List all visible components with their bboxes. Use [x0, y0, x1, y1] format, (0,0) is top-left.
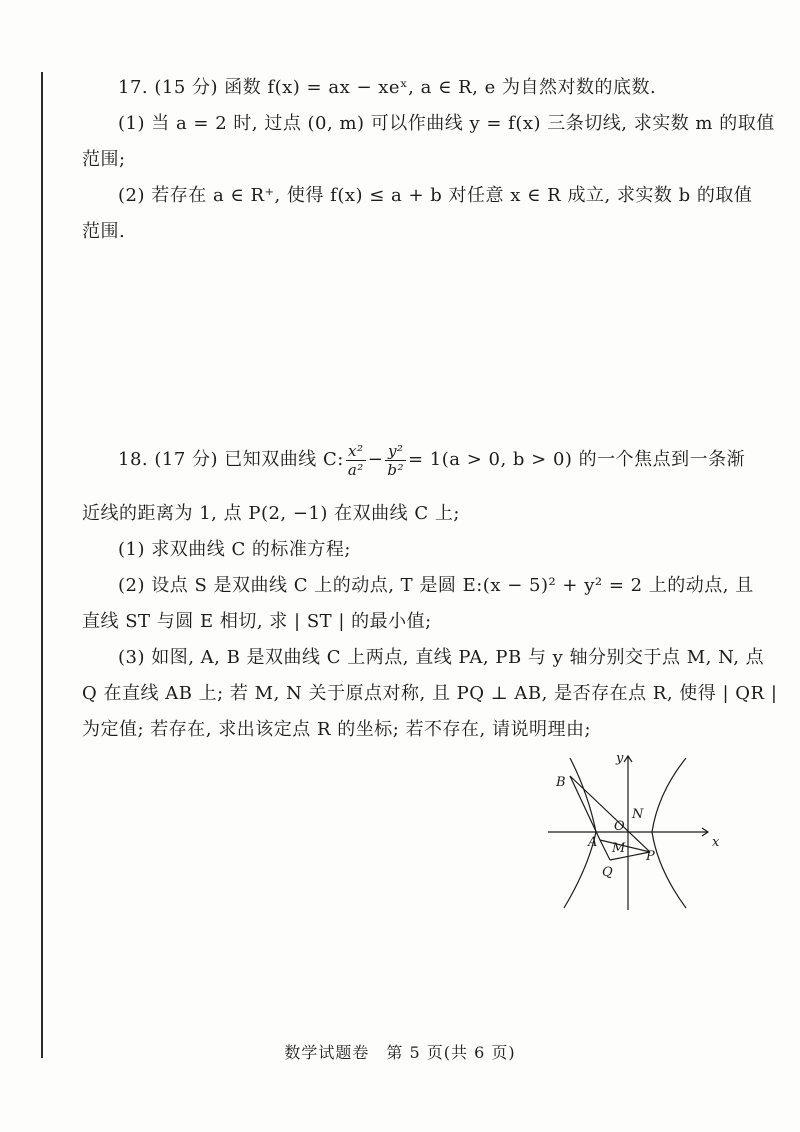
hyperbola-left-branch — [564, 758, 596, 908]
q18-stem-prefix: 18. (17 分) 已知双曲线 C: — [118, 449, 344, 470]
q18-stem-suffix: = 1(a > 0, b > 0) 的一个焦点到一条渐 — [408, 449, 746, 470]
minus-sign: − — [367, 449, 384, 470]
q17-part2-line2: 范围. — [82, 221, 126, 242]
fraction-numerator: y² — [385, 442, 406, 461]
label-O: O — [614, 819, 625, 834]
q17-part1-line1: (1) 当 a = 2 时, 过点 (0, m) 可以作曲线 y = f(x) 三条切线, 求实数 m 的取值 — [118, 113, 775, 134]
label-A: A — [588, 835, 598, 850]
binding-margin-line — [41, 72, 43, 1058]
hyperbola-right-branch — [652, 758, 686, 908]
page-footer: 数学试题卷 第 5 页(共 6 页) — [284, 1043, 516, 1062]
q18-part2-line2: 直线 ST 与圆 E 相切, 求 | ST | 的最小值; — [82, 611, 432, 632]
q18-part3-line2: Q 在直线 AB 上; 若 M, N 关于原点对称, 且 PQ ⊥ AB, 是否存在点 R, 使得 | QR | — [82, 683, 778, 704]
label-M: M — [612, 841, 626, 856]
q18-part3-line3: 为定值; 若存在, 求出该定点 R 的坐标; 若不存在, 请说明理由; — [82, 719, 592, 740]
q17-part2-line1: (2) 若存在 a ∈ R⁺, 使得 f(x) ≤ a + b 对任意 x ∈ R 成立, 求实数 b 的取值 — [118, 185, 753, 206]
hyperbola-figure — [540, 748, 720, 918]
q18-part1: (1) 求双曲线 C 的标准方程; — [118, 539, 351, 560]
label-B: B — [556, 775, 566, 790]
line-AQ — [600, 840, 610, 860]
q17-stem: 17. (15 分) 函数 f(x) = ax − xeˣ, a ∈ R, e 为自然对数的底数. — [118, 77, 657, 98]
fraction-denominator: a² — [347, 460, 364, 479]
label-P: P — [646, 849, 655, 864]
fraction-y2-b2 — [385, 442, 406, 479]
fraction-numerator: x² — [346, 442, 366, 461]
label-y: y — [616, 751, 624, 766]
fraction-denominator: b² — [387, 460, 404, 479]
q18-stem — [118, 440, 745, 480]
label-Q: Q — [602, 865, 613, 880]
q18-part2-line1: (2) 设点 S 是双曲线 C 上的动点, T 是圆 E:(x − 5)² + y² = 2 上的动点, 且 — [118, 575, 754, 596]
line-BA — [570, 776, 600, 840]
label-N: N — [632, 807, 644, 822]
q17-part1-line2: 范围; — [82, 149, 126, 170]
label-x: x — [712, 835, 720, 850]
q18-stem-line2: 近线的距离为 1, 点 P(2, −1) 在双曲线 C 上; — [82, 503, 460, 524]
fraction-x2-a2 — [346, 442, 366, 479]
q18-part3-line1: (3) 如图, A, B 是双曲线 C 上两点, 直线 PA, PB 与 y 轴分别交于点 M, N, 点 — [118, 647, 765, 668]
